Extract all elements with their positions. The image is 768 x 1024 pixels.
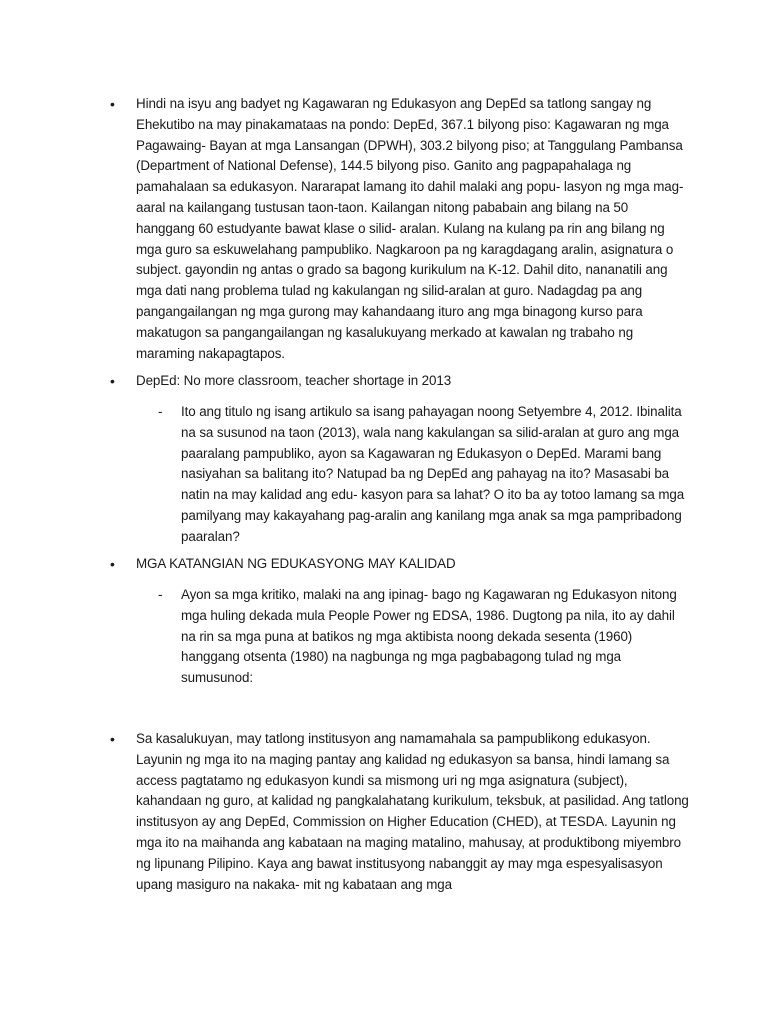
bullet-item-institutions xyxy=(110,729,690,895)
paragraph-budget: Hindi na isyu ang badyet ng Kagawaran ng Edukasyon ang DepEd sa tatlong sangay ng Ehekutibo na may pinakamataas na pondo: DepEd, 367.1 bilyong piso: Kagawaran ng mga Pagawaing- Bayan at mga Lansangan (DPWH), 303.2 bilyong piso; at Tanggulang Pambansa (Department of National Defense), 144.5 bilyong piso. Ganito ang pagpapahalaga ng pamahalaan sa edukasyon. Nararapat lamang ito dahil malaki ang popu- lasyon ng mga mag-aaral na kailangang tustusan taon-taon. Kailangan nitong pababain ang bilang na 50 hanggang 60 estudyante bawat klase o silid- aralan. Kulang na kulang pa rin ang bilang ng mga guro sa eskuwelahang pampubliko. Nagkaroon pa ng karagdagang aralin, asignatura o subject. gayondin ng antas o grado sa bagong kurikulum na K-12. Dahil dito, nananatili ang mga dati nang problema tulad ng kakulangan ng silid-aralan at guro. Nadagdag pa ang pangangailangan ng mga gurong may kahandaang ituro ang mga binagong kurso para makatugon sa pangangailangan ng kasalukuyang merkado at kawalan ng trabaho ng maraming nakapagtapos. xyxy=(136,96,684,361)
bullet-item-heading xyxy=(110,554,690,575)
bullet-marker: • xyxy=(110,556,115,572)
dash-item-critics xyxy=(158,585,688,689)
bullet-marker: • xyxy=(110,373,115,389)
heading-katangian: MGA KATANGIAN NG EDUKASYONG MAY KALIDAD xyxy=(136,556,456,571)
paragraph-institutions: Sa kasalukuyan, may tatlong institusyon ang namamahala sa pampublikong edukasyon. Layunin ng mga ito na maging pantay ang kalidad ng edukasyon sa bansa, hindi lamang sa access pagtatamo ng edukasyon kundi sa mismong uri ng mga asignatura (subject), kahandaan ng guro, at kalidad ng pangkalahatang kurikulum, teksbuk, at pasilidad. Ang tatlong institusyon ay ang DepEd, Commission on Higher Education (CHED), at TESDA. Layunin ng mga ito na maihanda ang kabataan na maging matalino, mahusay, at produktibong miyembro ng lipunang Pilipino. Kaya ang bawat institusyong nabanggit ay may mga espesyalisasyon upang masiguro na nakaka- mit ng kabataan ang mga xyxy=(136,731,689,892)
bullet-item-headline xyxy=(110,371,690,392)
dash-marker: - xyxy=(158,404,163,419)
bullet-item-budget xyxy=(110,94,690,364)
dash-item-article xyxy=(158,402,688,548)
paragraph-critics: Ayon sa mga kritiko, malaki na ang ipinag- bago ng Kagawaran ng Edukasyon nitong mga huling dekada mula People Power ng EDSA, 1986. Dugtong pa nila, ito ay dahil na rin sa mga puna at batikos ng mga aktibista noong dekada sesenta (1960) hanggang otsenta (1980) na nagbunga ng mga pagbabagong tulad ng mga sumusunod: xyxy=(181,587,677,686)
dash-marker: - xyxy=(158,587,163,602)
paragraph-article: Ito ang titulo ng isang artikulo sa isang pahayagan noong Setyembre 4, 2012. Ibinalita na sa susunod na taon (2013), wala nang kakulangan sa silid-aralan at guro ang mga paaralang pampubliko, ayon sa Kagawaran ng Edukasyon o DepEd. Marami bang nasiyahan sa balitang ito? Natupad ba ng DepEd ang pahayag na ito? Masasabi ba natin na may kalidad ang edu- kasyon para sa lahat? O ito ba ay totoo lamang sa mga pamilyang may kakayahang pag-aralin ang kanilang mga anak sa mga pampribadong paaralan? xyxy=(181,404,685,544)
headline-deped: DepEd: No more classroom, teacher shortage in 2013 xyxy=(136,373,452,388)
bullet-marker: • xyxy=(110,731,115,747)
bullet-marker: • xyxy=(110,96,115,112)
